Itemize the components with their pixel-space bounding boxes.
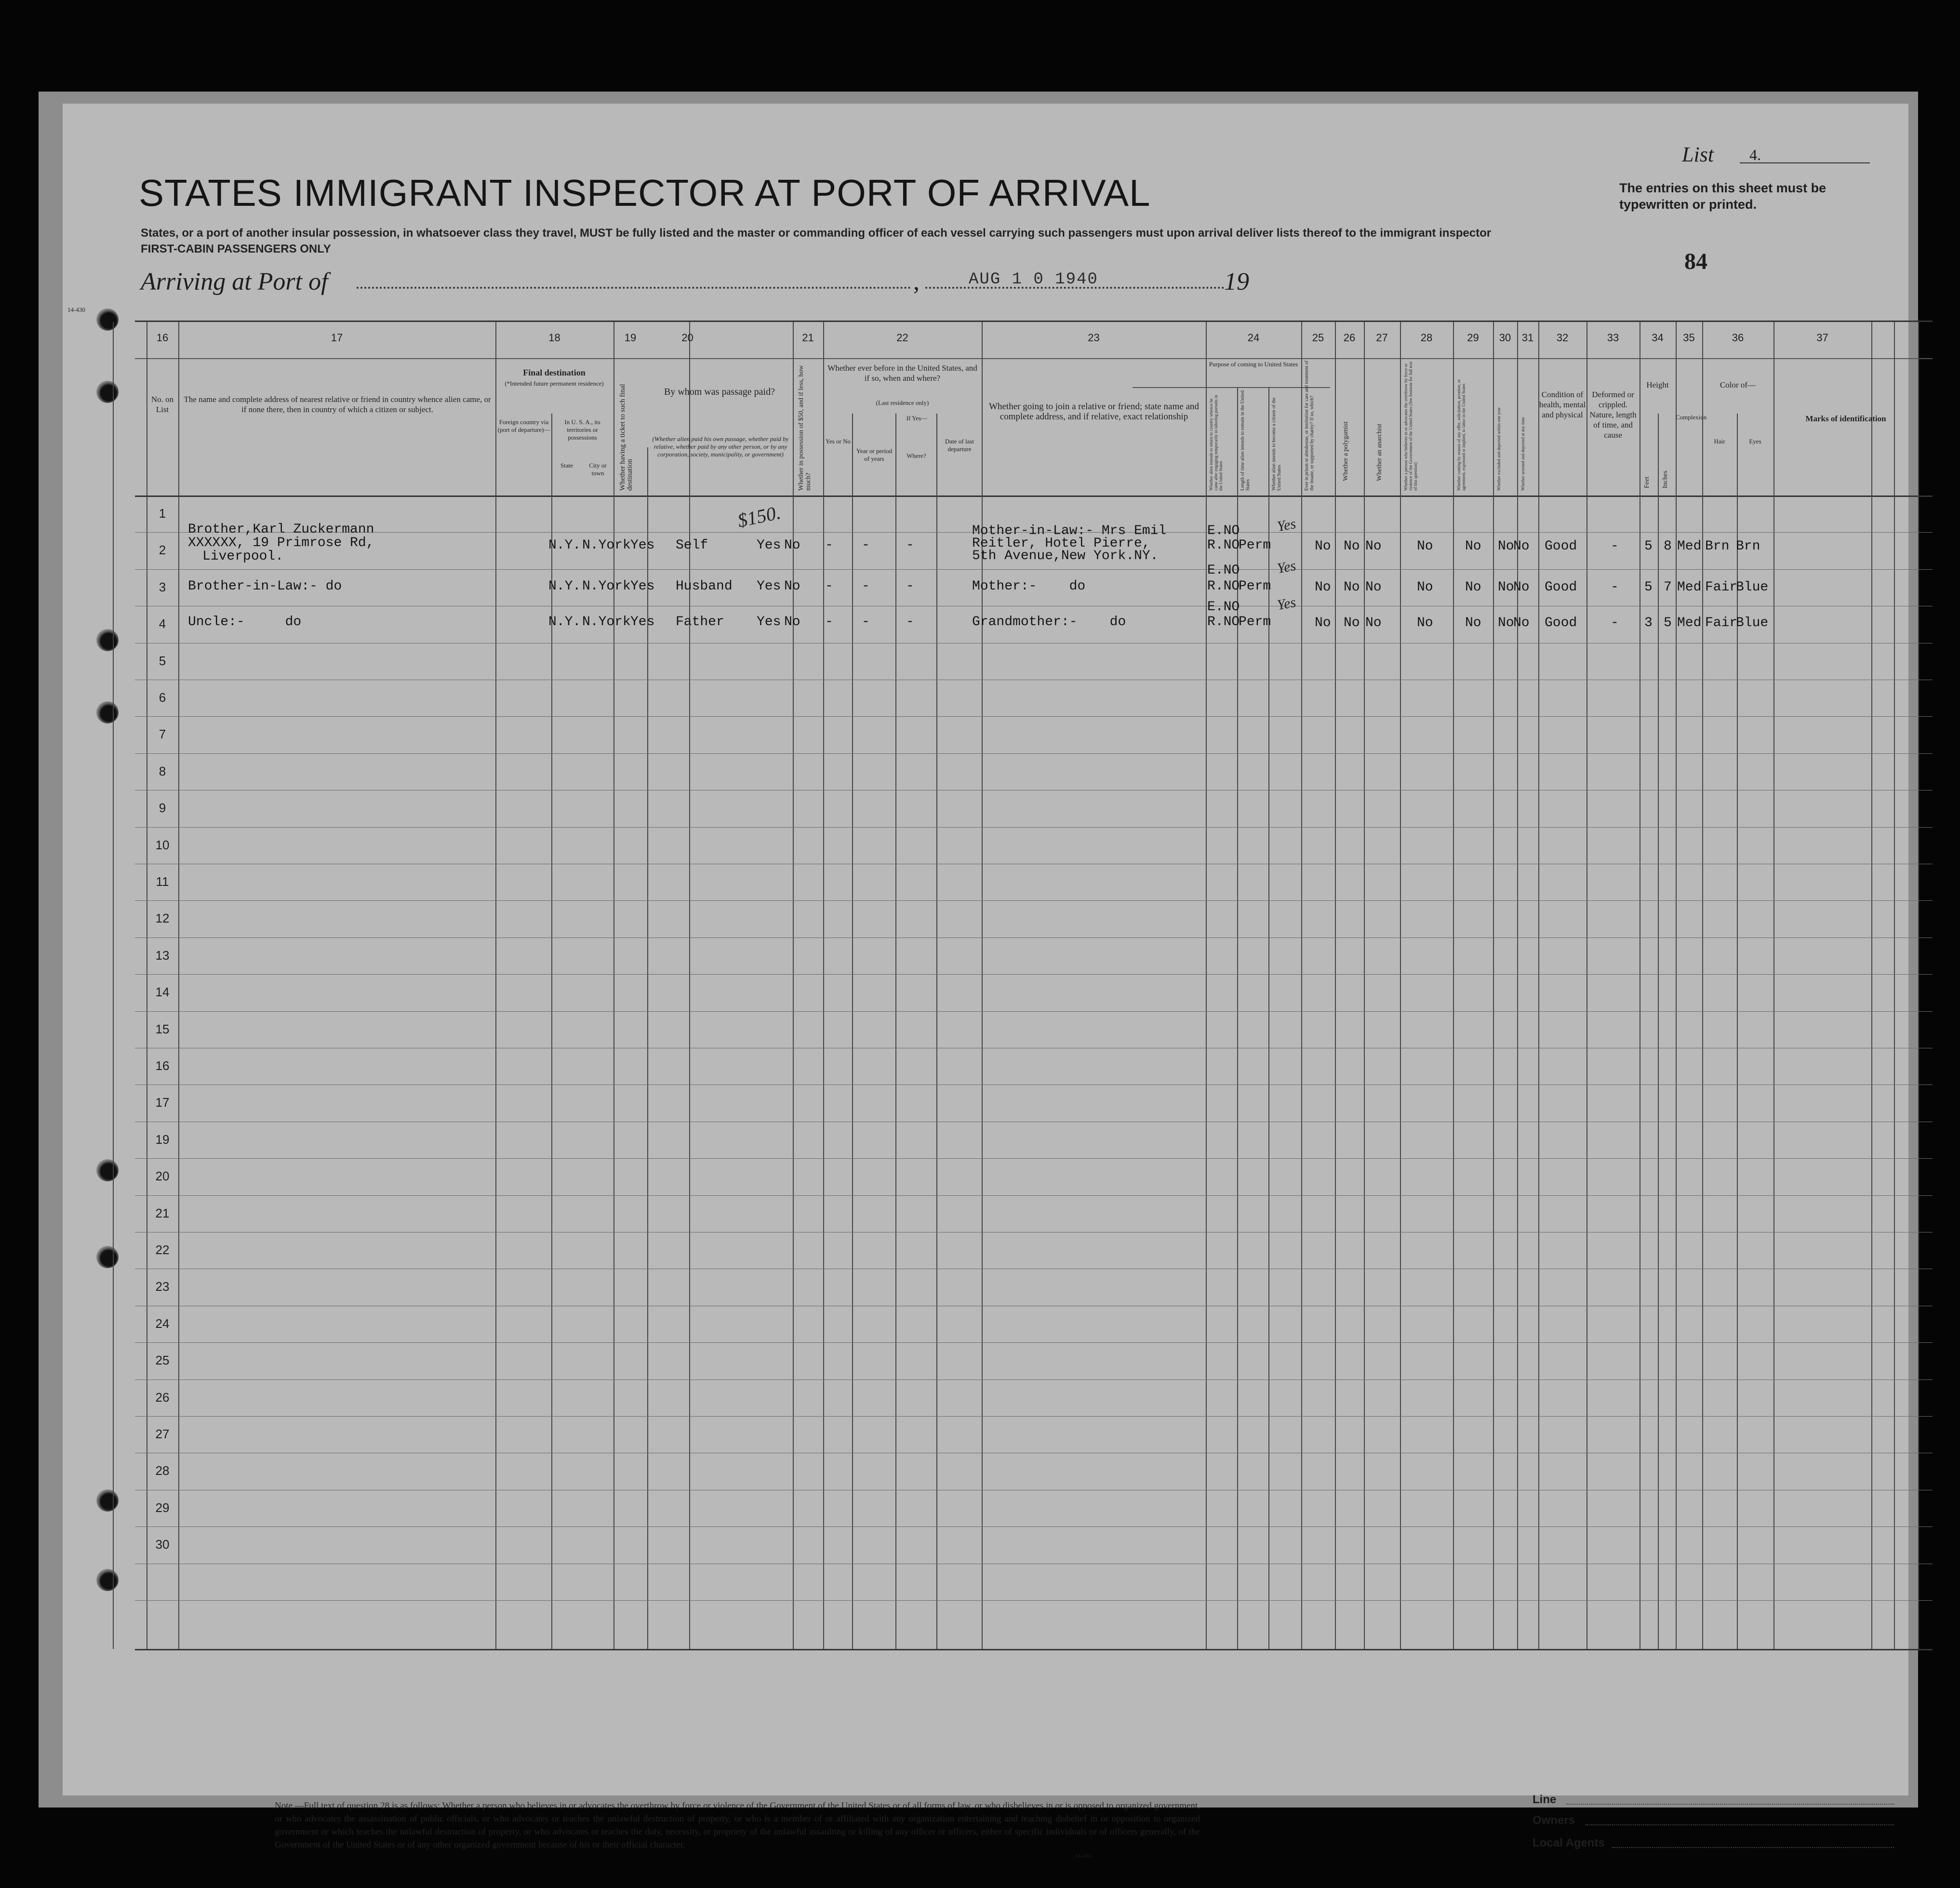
sheet-number: 84	[1684, 249, 1707, 274]
row1-excluded: No	[1498, 539, 1514, 554]
header-offer: Whether coming by reason of any offer, solicitation, promise, or agreement, expressed or implied, to labor in the United States	[1456, 379, 1466, 491]
row1-hair: Brn	[1705, 539, 1730, 554]
colnum-28: 28	[1420, 332, 1433, 344]
row1-length: Perm	[1239, 538, 1271, 553]
row2-hair: Fair	[1705, 580, 1738, 595]
colnum-25: 25	[1312, 332, 1324, 344]
row-number: 15	[155, 1021, 170, 1036]
row3-offer: No	[1465, 616, 1481, 630]
row1-polygamist: No	[1344, 539, 1360, 554]
row3-anarchist: No	[1365, 616, 1382, 630]
row1-purpose-e: E.NO	[1207, 523, 1240, 538]
colnum-17: 17	[331, 332, 343, 344]
row1-eyes: Brn	[1736, 539, 1760, 554]
row-line	[135, 974, 1933, 975]
header-nearest-relative: The name and complete address of nearest relative or friend in country whence alien came, or if none there, then in country of which a citizen or subject.	[184, 395, 491, 414]
row2-year: -	[825, 579, 833, 594]
header-purpose-b: Length of time alien intends to remain in the United States	[1240, 390, 1251, 491]
row-number: 25	[155, 1353, 170, 1368]
line-field[interactable]	[1566, 1793, 1894, 1805]
colnum-19: 19	[624, 332, 637, 344]
row-line	[135, 716, 1933, 717]
row-number: 7	[159, 727, 166, 742]
header-passage-paid: By whom was passage paid?	[664, 387, 775, 397]
header-anarchist: Whether an anarchist	[1376, 424, 1383, 481]
row1-joining-line3: 5th Avenue,New York.NY.	[972, 549, 1159, 563]
header-polygamist: Whether a polygamist	[1342, 421, 1349, 481]
row3-city: N.York	[582, 615, 631, 629]
footnote: Note.—Full text of question 28 is as follows: Whether a person who believes in or advocates the overthrow by force or violence of the Government of the United States or of all forms of law, or who disbelieves in or is opposed to organized government, or who advocates the assassination of public officials, or who advocates or teaches the unlawful destruction of property, or who is a member of or affiliated with any organization entertaining and teaching disbelief in or opposition to organized government or which teaches the unlawful destruction of property, or who advocates or teaches the duty, necessity, or propriety of the unlawful assaulting or killing of any officer or officers, either of specific individuals or of officers generally, of the Government of the United States or of any other organized government because of his or their official character.	[275, 1801, 1200, 1850]
header-feet: Feet	[1643, 476, 1651, 488]
row1-ticket: Yes	[630, 538, 655, 553]
row3-inches: 5	[1664, 616, 1672, 630]
row3-citizen: Yes	[1276, 594, 1297, 614]
row3-complexion: Med	[1677, 616, 1702, 630]
row-number: 16	[155, 1058, 170, 1073]
row2-date: -	[906, 579, 914, 594]
row-number: 4	[159, 616, 166, 631]
row1-city: N.York	[582, 538, 631, 553]
row2-deported: No	[1513, 580, 1530, 595]
row3-hair: Fair	[1705, 616, 1738, 630]
row1-money: Yes	[757, 538, 781, 553]
row-number: 2	[159, 543, 166, 558]
row3-paid-by: Father	[676, 615, 724, 629]
row-number: 17	[155, 1095, 170, 1110]
row1-health: Good	[1545, 539, 1577, 554]
row3-length: Perm	[1239, 615, 1271, 629]
footer-form-code: 14-430	[1075, 1852, 1091, 1859]
header-foreign-country: Foreign country via (port of departure)—	[497, 418, 550, 433]
punch-hole	[96, 381, 119, 403]
row2-anarchist: No	[1365, 580, 1382, 595]
colnum-29: 29	[1467, 332, 1479, 344]
row-number: 21	[155, 1205, 170, 1220]
row3-feet: 3	[1644, 616, 1653, 630]
row-number: 9	[159, 801, 166, 816]
form-title: STATES IMMIGRANT INSPECTOR AT PORT OF ARRIVAL	[139, 172, 1151, 214]
header-excluded: Whether excluded and deported within one year	[1496, 407, 1501, 491]
comma: ,	[913, 268, 920, 295]
punch-hole	[96, 701, 119, 723]
row1-date: -	[906, 538, 914, 553]
row2-eyes: Blue	[1736, 580, 1769, 595]
row1-relative-line2: XXXXXX, 19 Primrose Rd,	[188, 536, 374, 550]
row3-relative: Uncle:- do	[188, 615, 302, 629]
row3-deformed: -	[1611, 616, 1619, 630]
header-yes-no: Yes or No	[825, 438, 851, 445]
form-subtitle: States, or a port of another insular possession, in whatsoever class they travel, MUST be fully listed and the master or commanding officer of each vessel carrying such passengers must upon arrival deliver lists thereof to the immigrant inspector	[141, 227, 1492, 240]
colnum-16: 16	[156, 332, 169, 344]
arriving-label: Arriving at Port of	[141, 268, 328, 295]
header-eyes: Eyes	[1749, 438, 1761, 445]
row2-joining: Mother:- do	[972, 579, 1086, 594]
row1-citizen: Yes	[1276, 515, 1297, 535]
row2-ticket: Yes	[630, 579, 655, 594]
year-prefix: 19	[1224, 268, 1249, 295]
colnum-37: 37	[1816, 332, 1828, 344]
punch-hole	[96, 308, 119, 331]
header-before-in-us: Whether ever before in the United States, and if so, when and where?	[827, 363, 977, 383]
row2-health: Good	[1545, 580, 1577, 595]
row-line	[135, 1195, 1933, 1196]
colnum-23: 23	[1088, 332, 1100, 344]
row-number: 14	[155, 985, 170, 1000]
row1-year: -	[825, 538, 833, 553]
row-line	[135, 1379, 1933, 1380]
header-purpose-c: Whether alien intends to become a citizen of the United States	[1271, 397, 1282, 491]
entries-note: The entries on this sheet must be typewritten or printed.	[1619, 181, 1827, 212]
row1-relative-line1: Brother,Karl Zuckermann	[188, 522, 374, 537]
row-line	[135, 1158, 1933, 1159]
owners-field[interactable]	[1586, 1814, 1894, 1825]
header-money: Whether in possession of $50, and if less, how much?	[798, 365, 812, 491]
row-line	[135, 569, 1933, 570]
row3-polygamist: No	[1344, 616, 1360, 630]
row-number: 12	[155, 911, 170, 926]
row3-deported: No	[1513, 616, 1530, 630]
row1-offer: No	[1465, 539, 1481, 554]
header-last-departure: Date of last departure	[945, 438, 974, 453]
row2-deformed: -	[1611, 580, 1619, 595]
row3-purpose-e: E.NO	[1207, 600, 1240, 615]
row2-length: Perm	[1239, 579, 1271, 594]
row2-excluded: No	[1498, 580, 1514, 595]
row1-before: No	[784, 538, 800, 553]
agents-label: Local Agents	[1533, 1836, 1605, 1849]
row-number: 10	[155, 837, 170, 852]
header-joining: Whether going to join a relative or friend; state name and complete address, and if relative, exact relationship	[989, 402, 1199, 422]
row1-money-annotation: $150.	[735, 501, 783, 532]
header-if-yes: If Yes—	[906, 415, 928, 422]
row2-before: No	[784, 579, 800, 594]
header-passage-note: (Whether alien paid his own passage, whether paid by relative, whether paid by any other person, or by any corporation, society, municipality, or government)	[652, 435, 789, 458]
row1-joining-line2: Reitler, Hotel Pierre,	[972, 536, 1150, 551]
row-number: 20	[155, 1169, 170, 1184]
row2-polygamist: No	[1344, 580, 1360, 595]
row2-purpose-e: E.NO	[1207, 563, 1240, 578]
colnum-31: 31	[1521, 332, 1534, 344]
agents-field[interactable]	[1612, 1836, 1894, 1848]
row-number: 29	[155, 1500, 170, 1515]
row3-purpose-r: R.NO	[1207, 615, 1240, 629]
row-number: 28	[155, 1463, 170, 1478]
header-state: State	[560, 462, 573, 469]
punch-hole	[96, 1159, 119, 1181]
row2-state: N.Y.	[548, 579, 581, 594]
row-number: 1	[159, 506, 166, 521]
row-number: 13	[155, 948, 170, 963]
colnum-32: 32	[1556, 332, 1569, 344]
colnum-27: 27	[1376, 332, 1388, 344]
colnum-26: 26	[1343, 332, 1356, 344]
row2-money: Yes	[757, 579, 781, 594]
row2-prison: No	[1315, 580, 1331, 595]
row1-paid-by: Self	[676, 538, 708, 553]
header-last-residence: (Last residence only)	[876, 399, 929, 406]
colnum-35: 35	[1683, 332, 1695, 344]
row-number: 22	[155, 1243, 170, 1257]
row2-relative: Brother-in-Law:- do	[188, 579, 342, 594]
row1-relative-line3: Liverpool.	[202, 549, 284, 564]
row1-state: N.Y.	[548, 538, 581, 553]
row3-joining: Grandmother:- do	[972, 615, 1126, 629]
row-line	[135, 827, 1933, 828]
row1-inches: 8	[1664, 539, 1672, 554]
header-marks: Marks of identification	[1805, 414, 1886, 423]
row2-inches: 7	[1664, 580, 1672, 595]
row-number: 6	[159, 690, 166, 705]
colnum-24: 24	[1247, 332, 1260, 344]
colnum-18: 18	[548, 332, 560, 344]
row-number: 19	[155, 1132, 170, 1147]
row2-citizen: Yes	[1276, 557, 1297, 577]
header-deported: Whether arrested and deported at any time	[1520, 417, 1525, 491]
header-in-usa: In U. S. A., its territories or possessions	[564, 418, 600, 441]
row-line	[135, 937, 1933, 938]
header-color-of: Color of—	[1720, 380, 1756, 389]
row3-where: -	[862, 615, 870, 629]
form-code: 14-430	[67, 306, 85, 313]
row2-city: N.York	[582, 579, 631, 594]
header-destination-note: (*Intended future permanent residence)	[505, 380, 604, 387]
row-line	[135, 1342, 1933, 1343]
row2-paid-by: Husband	[676, 579, 733, 594]
colnum-20: 20	[681, 332, 693, 344]
line-label: Line	[1533, 1793, 1557, 1806]
header-purpose-a: Whether alien intends to return to country whence he came after engaging temporarily in laboring pursuits in the United States	[1209, 395, 1223, 491]
row1-feet: 5	[1644, 539, 1653, 554]
header-complexion: Complexion	[1676, 414, 1707, 421]
colnum-33: 33	[1607, 332, 1619, 344]
row2-purpose-r: R.NO	[1207, 579, 1240, 594]
row3-money: Yes	[757, 615, 781, 629]
row1-complexion: Med	[1677, 539, 1702, 554]
row-number: 26	[155, 1390, 170, 1405]
punch-hole	[96, 1489, 119, 1512]
row1-anarchist: No	[1365, 539, 1382, 554]
row1-joining-line1: Mother-in-Law:- Mrs Emil	[972, 523, 1167, 538]
row2-complexion: Med	[1677, 580, 1702, 595]
row2-feet: 5	[1644, 580, 1653, 595]
manifest-page	[63, 104, 1908, 1859]
row2-offer: No	[1465, 580, 1481, 595]
row1-where: -	[862, 538, 870, 553]
manifest-table	[135, 321, 1933, 1650]
passenger-class: FIRST-CABIN PASSENGERS ONLY	[141, 242, 331, 255]
row-line	[135, 1526, 1933, 1527]
row-number: 11	[156, 874, 169, 889]
list-label: List	[1682, 143, 1714, 166]
row3-year: -	[825, 615, 833, 629]
row3-eyes: Blue	[1736, 616, 1769, 630]
header-where: Where?	[907, 452, 926, 459]
row1-deported: No	[1513, 539, 1530, 554]
header-inches: Inches	[1662, 470, 1669, 488]
colnum-36: 36	[1732, 332, 1744, 344]
row-line	[135, 1011, 1933, 1012]
header-final-destination: Final destination	[523, 368, 586, 377]
row1-purpose-r: R.NO	[1207, 538, 1240, 553]
header-overthrow: Whether a person who believes in or advocates the overthrow by force or violence of the Government of the United States (See footnote for full text of this question)	[1403, 362, 1418, 491]
date-stamp: AUG 1 0 1940	[969, 270, 1098, 289]
row3-before: No	[784, 615, 800, 629]
row-line	[135, 1600, 1933, 1601]
list-number: 4.	[1740, 146, 1870, 163]
header-height: Height	[1646, 380, 1669, 389]
row-number: 27	[155, 1427, 170, 1441]
row1-overthrow: No	[1417, 539, 1433, 554]
row1-prison: No	[1315, 539, 1331, 554]
row2-where: -	[862, 579, 870, 594]
row-line	[135, 900, 1933, 901]
row-number: 30	[155, 1537, 170, 1552]
colnum-21: 21	[802, 332, 814, 344]
row-number: 8	[159, 763, 166, 778]
row3-prison: No	[1315, 616, 1331, 630]
header-no-on-list: No. on List	[151, 395, 174, 414]
header-purpose: Purpose of coming to United States	[1209, 361, 1298, 368]
row-number: 5	[159, 653, 166, 668]
header-city: City or town	[589, 462, 607, 477]
row3-excluded: No	[1498, 616, 1514, 630]
colnum-30: 30	[1499, 332, 1511, 344]
row-number: 23	[155, 1279, 170, 1294]
row3-health: Good	[1545, 616, 1577, 630]
row3-date: -	[906, 615, 914, 629]
punch-hole	[96, 629, 119, 651]
punch-hole	[96, 1246, 119, 1268]
header-deformed: Deformed or crippled. Nature, length of time, and cause	[1589, 390, 1637, 440]
colnum-22: 22	[896, 332, 908, 344]
row3-overthrow: No	[1417, 616, 1433, 630]
row3-ticket: Yes	[630, 615, 655, 629]
header-health: Condition of health, mental and physical	[1539, 390, 1586, 419]
port-line	[357, 272, 911, 289]
row-line	[135, 753, 1933, 754]
owners-label: Owners	[1533, 1814, 1575, 1827]
header-prison: Ever in prison or almshouse, or institution for care and treatment of the insane, or supported by charity? If so, which?	[1304, 361, 1315, 491]
punch-hole	[96, 1569, 119, 1591]
row2-overthrow: No	[1417, 580, 1433, 595]
row1-deformed: -	[1611, 539, 1619, 554]
row3-state: N.Y.	[548, 615, 581, 629]
header-hair: Hair	[1714, 438, 1725, 445]
header-ticket: Whether having a ticket to such final destination	[619, 384, 634, 491]
row-line	[135, 1416, 1933, 1417]
row-number: 24	[155, 1316, 170, 1331]
colnum-34: 34	[1652, 332, 1664, 344]
row-number: 3	[159, 579, 166, 594]
header-year: Year or period of years	[856, 447, 893, 462]
